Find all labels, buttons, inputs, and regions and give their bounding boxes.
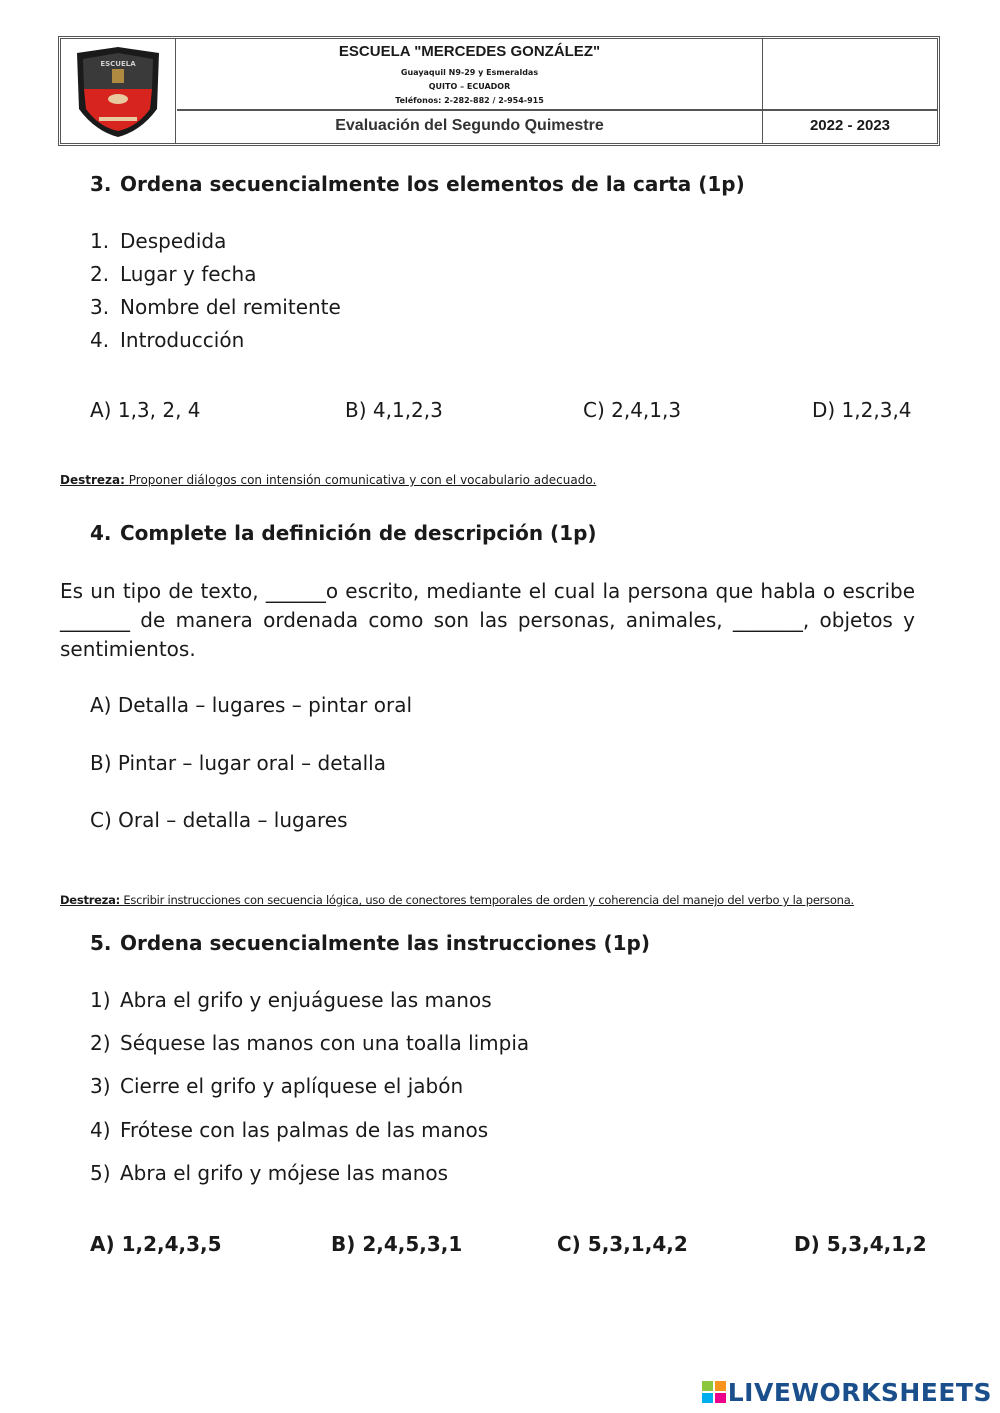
q5-number: 5.: [90, 931, 112, 955]
q3-option-b[interactable]: B) 4,1,2,3: [345, 398, 443, 422]
q4-option-c[interactable]: C) Oral – detalla – lugares: [90, 808, 348, 832]
q5-item: [90, 1031, 529, 1055]
q5-item-text: Séquese las manos con una toalla limpia: [120, 1031, 530, 1055]
school-year: 2022 - 2023: [809, 117, 891, 134]
q5-item: [90, 1074, 463, 1098]
q3-option-c[interactable]: C) 2,4,1,3: [583, 398, 682, 422]
q5-item-text: Frótese con las palmas de las manos: [120, 1118, 489, 1142]
destreza-note: [60, 893, 854, 907]
header-divider: [177, 109, 937, 111]
q5-item-text: Abra el grifo y enjuáguese las manos: [120, 988, 492, 1012]
q3-item-num: 2.: [90, 262, 110, 286]
header-table: [58, 36, 940, 146]
q3-item-text: Lugar y fecha: [120, 262, 257, 286]
q3-number: 3.: [90, 172, 112, 196]
q5-option-c[interactable]: C) 5,3,1,4,2: [557, 1232, 688, 1256]
q4-option-b[interactable]: B) Pintar – lugar oral – detalla: [90, 751, 386, 775]
school-logo-cell: [61, 39, 176, 143]
destreza-label: Destreza:: [60, 473, 125, 487]
q3-option-d[interactable]: D) 1,2,3,4: [812, 398, 912, 422]
q5-option-a[interactable]: A) 1,2,4,3,5: [90, 1232, 222, 1256]
q5-item-num: 2): [90, 1031, 111, 1055]
q4-number: 4.: [90, 521, 112, 545]
q3-item-text: Despedida: [120, 229, 227, 253]
destreza-note: [60, 473, 596, 487]
q5-title-text: Ordena secuencialmente las instrucciones (1p): [120, 931, 650, 955]
q4-paragraph: Es un tipo de texto, ______o escrito, mediante el cual la persona que habla o escribe _______ de manera ordenada como son las personas, animales, _______, objetos y sentimientos.: [60, 579, 915, 661]
school-address: Guayaquil N9-29 y Esmeraldas: [400, 68, 539, 77]
q5-item: [90, 1161, 448, 1185]
liveworksheets-watermark: [702, 1378, 992, 1407]
q5-item-num: 4): [90, 1118, 111, 1142]
q3-item: [90, 229, 226, 253]
destreza-text: Escribir instrucciones con secuencia lógica, uso de conectores temporales de orden y coherencia del manejo del verbo y la persona.: [123, 893, 854, 907]
q5-option-d[interactable]: D) 5,3,4,1,2: [794, 1232, 927, 1256]
year-cell: [763, 39, 937, 143]
q3-item-num: 4.: [90, 328, 110, 352]
watermark-text: LIVEWORKSHEETS: [727, 1378, 992, 1407]
q3-item: [90, 295, 341, 319]
q3-item-text: Nombre del remitente: [120, 295, 341, 319]
q3-item-text: Introducción: [120, 328, 245, 352]
q3-item: [90, 262, 256, 286]
q5-item-text: Abra el grifo y mójese las manos: [120, 1161, 449, 1185]
evaluation-title: Evaluación del Segundo Quimestre: [335, 117, 604, 134]
school-shield-logo: [61, 39, 175, 143]
q3-option-a[interactable]: A) 1,3, 2, 4: [90, 398, 201, 422]
q3-item-num: 1.: [90, 229, 110, 253]
school-name: ESCUELA "MERCEDES GONZÁLEZ": [338, 43, 601, 60]
destreza-text: Proponer diálogos con intensión comunicativa y con el vocabulario adecuado.: [128, 473, 597, 487]
school-phones: Teléfonos: 2-282-882 / 2-954-915: [395, 96, 544, 105]
q5-title: [90, 931, 650, 955]
q3-item-num: 3.: [90, 295, 110, 319]
q5-item-num: 3): [90, 1074, 111, 1098]
q3-title: [90, 172, 745, 196]
school-info-cell: [177, 39, 763, 143]
q5-option-b[interactable]: B) 2,4,5,3,1: [331, 1232, 463, 1256]
q4-title-text: Complete la definición de descripción (1p): [120, 521, 597, 545]
logo-lettering: ESCUELA: [100, 60, 136, 68]
q5-item-text: Cierre el grifo y aplíquese el jabón: [120, 1074, 464, 1098]
q5-item: [90, 1118, 488, 1142]
q5-item: [90, 988, 492, 1012]
destreza-label: Destreza:: [60, 893, 120, 907]
school-city: QUITO – ECUADOR: [428, 82, 511, 91]
q5-item-num: 1): [90, 988, 111, 1012]
q4-option-a[interactable]: A) Detalla – lugares – pintar oral: [90, 693, 413, 717]
q5-item-num: 5): [90, 1161, 111, 1185]
q4-title: [90, 521, 597, 545]
q3-item: [90, 328, 244, 352]
liveworksheets-logo-icon: [702, 1381, 726, 1403]
q3-title-text: Ordena secuencialmente los elementos de la carta (1p): [120, 172, 745, 196]
